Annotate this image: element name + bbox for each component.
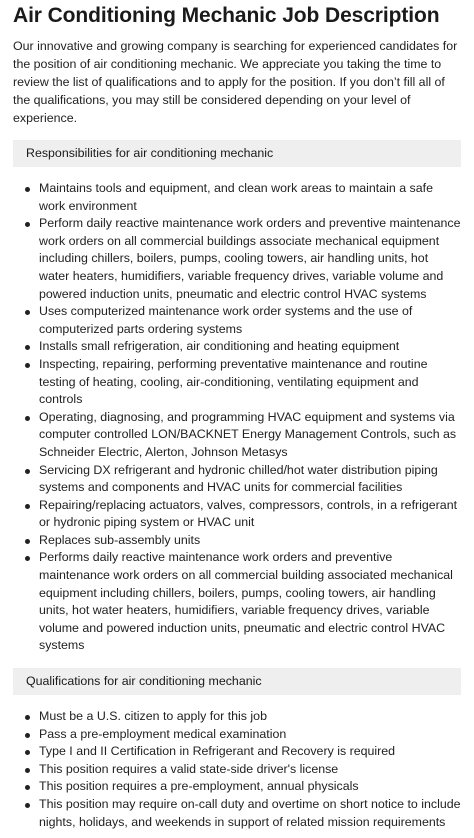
bullet-icon xyxy=(25,310,30,315)
list-item xyxy=(13,303,461,338)
bullet-icon xyxy=(25,363,30,368)
list-item xyxy=(13,338,461,356)
list-item xyxy=(13,180,461,215)
bullet-icon xyxy=(25,750,30,755)
list-item xyxy=(13,708,461,726)
list-item xyxy=(13,356,461,409)
list-item-text: Replaces sub-assembly units xyxy=(39,532,201,547)
list-item xyxy=(13,549,461,655)
list-item xyxy=(13,215,461,303)
bullet-icon xyxy=(25,416,30,421)
list-item-text: This position requires a valid state-side driver's license xyxy=(39,761,339,776)
list-item xyxy=(13,497,461,532)
list-item-text: Maintains tools and equipment, and clean work areas to maintain a safe work environment xyxy=(39,181,433,213)
qualifications-list xyxy=(13,708,461,831)
list-item-text: This position requires a pre-employment, annual physicals xyxy=(39,779,359,794)
list-item-text: Must be a U.S. citizen to apply for this job xyxy=(39,709,267,724)
bullet-icon xyxy=(25,222,30,227)
list-item-text: Performs daily reactive maintenance work orders and preventive maintenance work orders on all commercial building associated mechanical equipment including chillers, boilers, pumps, cooling towers, air handling units, hot water heaters, humidifiers, variable frequency drives, variable volume and powered induction units, pneumatic and electric control HVAC systems xyxy=(39,550,453,653)
list-item xyxy=(13,726,461,744)
list-item-text: This position may require on-call duty and overtime on short notice to include nights, holidays, and weekends in support of related mission requirements xyxy=(39,797,461,829)
bullet-icon xyxy=(25,345,30,350)
page-title: Air Conditioning Mechanic Job Description xyxy=(13,4,440,27)
list-item xyxy=(13,409,461,462)
list-item-text: Repairing/replacing actuators, valves, compressors, controls, in a refrigerant or hydronic piping system or HVAC unit xyxy=(39,497,458,530)
list-item-text: Perform daily reactive maintenance work orders and preventive maintenance work orders on all commercial buildings associate mechanical equipment including chillers, boilers, pumps, cooling towers, air handling units, hot water heaters, humidifiers, variable frequency drives, variable volume and powered induction units, pneumatic and electric control HVAC systems xyxy=(39,216,461,301)
list-item xyxy=(13,743,461,761)
list-item-text: Type I and II Certification in Refrigerant and Recovery is required xyxy=(39,744,396,759)
list-item-text: Inspecting, repairing, performing preventative maintenance and routine testing of heating, cooling, air-conditioning, ventilating equipment and controls xyxy=(39,356,428,407)
list-item-text: Installs small refrigeration, air conditioning and heating equipment xyxy=(39,339,400,354)
list-item xyxy=(13,796,461,831)
list-item-text: Uses computerized maintenance work order systems and the use of computerized parts ordering systems xyxy=(39,304,413,336)
intro-paragraph: Our innovative and growing company is searching for experienced candidates for the position of air conditioning mechanic. We appreciate you taking the time to review the list of qualifications and to apply for the position. If you don’t fill all of the qualifications, you may still be considered depending on your level of experience. xyxy=(13,39,458,125)
list-item-text: Servicing DX refrigerant and hydronic chilled/hot water distribution piping systems and components and HVAC units for commercial facilities xyxy=(39,462,438,495)
responsibilities-heading: Responsibilities for air conditioning mechanic xyxy=(13,140,461,167)
bullet-icon xyxy=(25,539,30,544)
list-item-text: Pass a pre-employment medical examination xyxy=(39,726,287,741)
list-item-text: Operating, diagnosing, and programming HVAC equipment and systems via computer controlled LON/BACKNET Energy Management Controls, such as Schneider Electric, Alerton, Johnson Metasys xyxy=(39,409,457,459)
bullet-icon xyxy=(25,768,30,773)
list-item xyxy=(13,761,461,779)
bullet-icon xyxy=(25,733,30,738)
bullet-icon xyxy=(25,785,30,790)
list-item xyxy=(13,462,461,497)
bullet-icon xyxy=(25,715,30,720)
bullet-icon xyxy=(25,803,30,808)
list-item xyxy=(13,532,461,550)
bullet-icon xyxy=(25,556,30,561)
bullet-icon xyxy=(25,187,30,192)
bullet-icon xyxy=(25,469,30,474)
qualifications-heading: Qualifications for air conditioning mechanic xyxy=(13,668,461,695)
responsibilities-list xyxy=(13,180,461,655)
bullet-icon xyxy=(25,504,30,509)
list-item xyxy=(13,778,461,796)
